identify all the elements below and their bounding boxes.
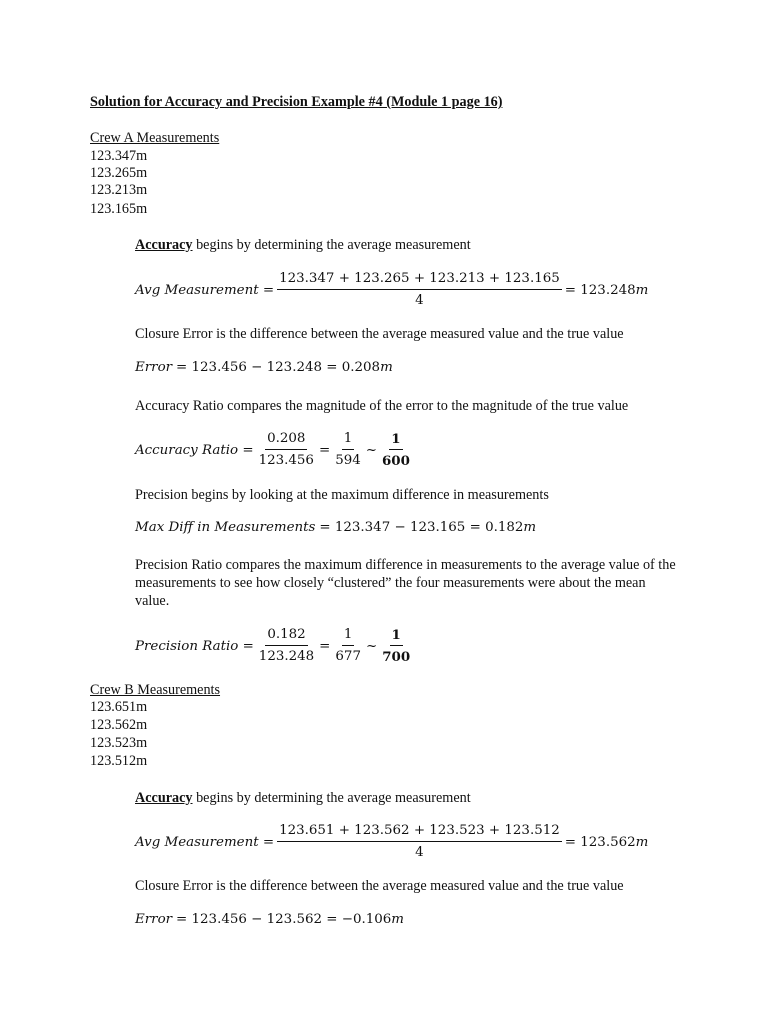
crew-b-error-equation bbox=[135, 912, 404, 927]
avg-lhs: Avg Measurement = bbox=[135, 834, 275, 850]
accuracy-label: Accuracy bbox=[135, 790, 193, 806]
crew-b-accuracy-intro bbox=[135, 789, 471, 807]
crew-a-measurement: 123.165m bbox=[90, 201, 148, 217]
avg-fraction bbox=[277, 270, 562, 310]
fraction-numerator: 1 bbox=[342, 430, 355, 450]
precision-fraction-3 bbox=[380, 626, 412, 666]
accuracy-ratio-lhs: Accuracy Ratio = bbox=[135, 442, 254, 458]
precision-fraction-1 bbox=[257, 626, 316, 666]
avg-denominator: 4 bbox=[415, 293, 424, 308]
avg-lhs: Avg Measurement = bbox=[135, 282, 275, 298]
page-title: Solution for Accuracy and Precision Example #4 (Module 1 page 16) bbox=[90, 94, 503, 110]
error-unit: m bbox=[380, 360, 393, 375]
crew-a-precision-ratio-text: Precision Ratio compares the maximum difference in measurements to the average value of the measurements to see how closely “clustered” the four measurements were about the mean value. bbox=[135, 557, 676, 609]
crew-a-accuracy-ratio-equation bbox=[135, 430, 415, 470]
error-result: = 123.456 − 123.562 = −0.106 bbox=[176, 912, 392, 927]
crew-a-error-equation bbox=[135, 360, 393, 375]
crew-b-measurement: 123.562m bbox=[90, 717, 148, 733]
crew-a-accuracy-intro bbox=[135, 236, 471, 254]
equals-sign: = bbox=[318, 442, 331, 458]
crew-a-measurement: 123.213m bbox=[90, 182, 148, 198]
fraction-denominator: 594 bbox=[335, 453, 361, 468]
fraction-numerator: 0.182 bbox=[265, 626, 307, 646]
error-lhs: Error bbox=[135, 912, 173, 927]
crew-a-measurement: 123.347m bbox=[90, 148, 148, 164]
maxdiff-lhs: Max Diff in Measurements bbox=[135, 520, 316, 535]
fraction-denominator: 123.456 bbox=[258, 453, 314, 468]
error-lhs: Error bbox=[135, 360, 173, 375]
crew-a-maxdiff-equation bbox=[135, 520, 536, 535]
equals-sign: = bbox=[319, 638, 331, 654]
maxdiff-unit: m bbox=[523, 520, 537, 535]
error-result: = 123.456 − 123.248 = 0.208 bbox=[176, 360, 381, 375]
fraction-denominator: 600 bbox=[381, 453, 410, 469]
approx-sign: ~ bbox=[365, 442, 377, 458]
avg-numerator: 123.651 + 123.562 + 123.523 + 123.512 bbox=[277, 822, 562, 842]
fraction-denominator: 123.248 bbox=[258, 649, 315, 664]
crew-a-heading: Crew A Measurements bbox=[90, 130, 220, 146]
crew-b-measurement: 123.523m bbox=[90, 735, 148, 751]
accuracy-fraction-3 bbox=[380, 430, 412, 470]
error-unit: m bbox=[391, 912, 404, 927]
accuracy-intro-text: begins by determining the average measurement bbox=[192, 237, 471, 253]
crew-a-avg-equation bbox=[135, 270, 648, 310]
crew-a-accuracy-ratio-text: Accuracy Ratio compares the magnitude of the error to the magnitude of the true value bbox=[135, 398, 629, 414]
crew-a-closure-text: Closure Error is the difference between the average measured value and the true value bbox=[135, 326, 624, 342]
fraction-numerator: 1 bbox=[342, 626, 355, 646]
avg-unit: m bbox=[635, 834, 649, 850]
precision-fraction-2 bbox=[333, 626, 363, 666]
avg-fraction bbox=[277, 822, 562, 862]
precision-ratio-lhs: Precision Ratio = bbox=[135, 638, 254, 654]
fraction-denominator: 700 bbox=[382, 649, 411, 665]
crew-b-measurement: 123.512m bbox=[90, 753, 148, 769]
crew-a-precision-intro: Precision begins by looking at the maximum difference in measurements bbox=[135, 487, 549, 503]
accuracy-intro-text: begins by determining the average measurement bbox=[192, 790, 471, 806]
accuracy-label: Accuracy bbox=[135, 237, 193, 253]
avg-result: = 123.248 bbox=[564, 282, 636, 298]
avg-result: = 123.562 bbox=[564, 834, 636, 850]
crew-b-heading: Crew B Measurements bbox=[90, 682, 221, 698]
crew-b-measurement: 123.651m bbox=[90, 699, 148, 715]
fraction-numerator: 1 bbox=[389, 430, 402, 450]
crew-a-measurement: 123.265m bbox=[90, 165, 148, 181]
avg-unit: m bbox=[635, 282, 649, 298]
crew-b-avg-equation bbox=[135, 822, 648, 862]
accuracy-fraction-1 bbox=[257, 430, 316, 470]
accuracy-fraction-2 bbox=[333, 430, 363, 470]
fraction-numerator: 1 bbox=[390, 626, 403, 646]
crew-a-precision-ratio-equation bbox=[135, 626, 415, 666]
fraction-numerator: 0.208 bbox=[265, 430, 307, 450]
fraction-denominator: 677 bbox=[335, 649, 361, 664]
avg-numerator: 123.347 + 123.265 + 123.213 + 123.165 bbox=[277, 270, 562, 290]
maxdiff-result: = 123.347 − 123.165 = 0.182 bbox=[319, 520, 524, 535]
approx-sign: ~ bbox=[365, 638, 378, 654]
avg-denominator: 4 bbox=[415, 845, 424, 860]
crew-b-closure-text: Closure Error is the difference between the average measured value and the true value bbox=[135, 878, 624, 894]
